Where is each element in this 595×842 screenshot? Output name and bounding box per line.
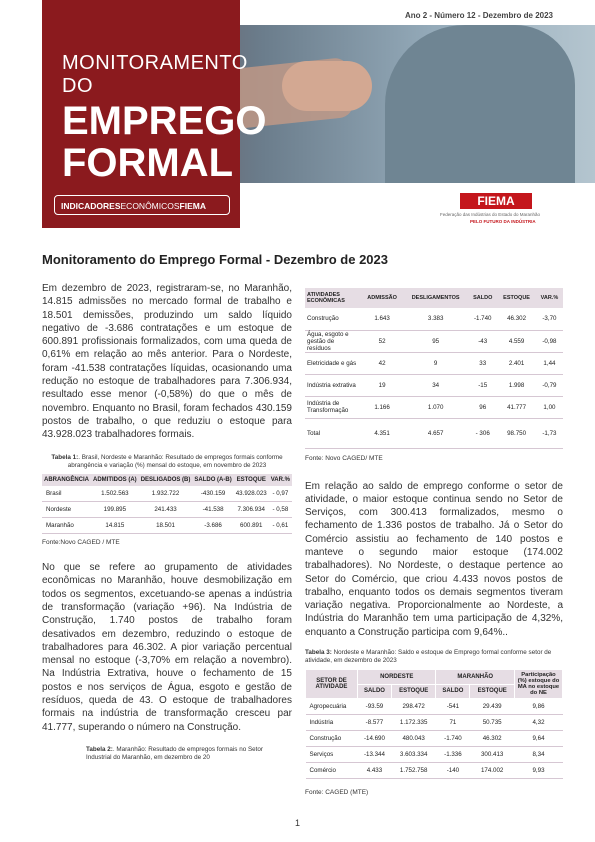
table-3-header-participacao: Participação (%) estoque do MA no estoque do NE	[515, 670, 563, 699]
table-row	[305, 374, 563, 396]
table-cell: -1.740	[468, 308, 497, 330]
table-cell: 8,34	[515, 747, 563, 763]
table-cell: -43	[468, 330, 497, 352]
table-cell: 1.166	[361, 396, 403, 418]
table-cell: Brasil	[42, 486, 91, 502]
table-cell: 33	[468, 352, 497, 374]
table-1-header: ABRANGÊNCIA	[42, 474, 91, 486]
table-cell: Serviços	[306, 747, 358, 763]
table-cell: 41.777	[497, 396, 536, 418]
table-cell: 1.643	[361, 308, 403, 330]
table-cell: -15	[468, 374, 497, 396]
table-cell: -3.686	[192, 518, 233, 534]
table-cell: Comércio	[306, 763, 358, 779]
table-cell: -140	[436, 763, 470, 779]
table-cell: -1.740	[436, 731, 470, 747]
table-cell: 46.302	[470, 731, 515, 747]
table-cell: -13.344	[358, 747, 392, 763]
table-cell: 241.433	[139, 502, 193, 518]
table-cell: 1.502.563	[91, 486, 139, 502]
table-row	[305, 396, 563, 418]
table-3-caption	[305, 649, 563, 665]
table-1-header: DESLIGADOS (B)	[139, 474, 193, 486]
table-cell: -1.336	[436, 747, 470, 763]
table-cell: 1.070	[403, 396, 468, 418]
table-cell: 9	[403, 352, 468, 374]
table-1	[42, 474, 292, 535]
table-cell: - 0,58	[269, 502, 292, 518]
table-cell: 600.891	[234, 518, 269, 534]
table-cell: 1.172.335	[391, 715, 436, 731]
table-3-header-saldo: SALDO	[436, 684, 470, 699]
table-cell: -41.538	[192, 502, 233, 518]
table-3-caption-text: Nordeste e Maranhão: Saldo e estoque de Emprego formal conforme setor de atividade, em dezembro de 2023	[305, 649, 552, 665]
economicos-word: ECONÔMICOS	[120, 201, 180, 211]
table-activities-header: DESLIGAMENTOS	[403, 288, 468, 308]
table-cell: Construção	[306, 731, 358, 747]
table-cell: Indústria de Transformação	[305, 396, 361, 418]
table-cell: 29.439	[470, 699, 515, 715]
table-cell: 19	[361, 374, 403, 396]
table-cell: 1,00	[536, 396, 563, 418]
table-1-header: VAR.%	[269, 474, 292, 486]
table-3-header-estoque: ESTOQUE	[391, 684, 436, 699]
table-2-caption-label: Tabela 2:	[86, 745, 113, 753]
table-cell: - 0,97	[269, 486, 292, 502]
table-cell: 42	[361, 352, 403, 374]
table-cell: 98.750	[497, 418, 536, 448]
table-cell: -8.577	[358, 715, 392, 731]
table-cell: -93.59	[358, 699, 392, 715]
table-cell: 4.559	[497, 330, 536, 352]
fiema-logo	[440, 193, 560, 224]
table-cell: -1,73	[536, 418, 563, 448]
table-activities-header: ADMISSÃO	[361, 288, 403, 308]
table-cell: -0,79	[536, 374, 563, 396]
fiema-word: FIEMA	[179, 201, 206, 211]
table-3-header-maranhao: MARANHÃO	[436, 670, 515, 685]
table-cell: 4.657	[403, 418, 468, 448]
table-cell: Total	[305, 418, 361, 448]
paragraph-3: Em relação ao saldo de emprego conforme o setor de atividade, o maior estoque continua sendo no Setor de Serviços, com 300.413 formalizados, mesmo o fechamento de 1.336 postos de trabalho. Já o Setor do Comércio assistiu ao fechamento de 140 postos e manteve o segundo maior estoque (174.002 trabalhadores). No Nordeste, o destaque pertence ao Setor do Comércio, que criou 4.433 novos postos de trabalho, enquanto todos os demais segmentos tiveram variação negativa. Proporcionalmente ao Nordeste, a Indústria do Maranhão tem uma participação de 4,32%, enquanto a Construção participa com 9,64%..	[305, 480, 563, 638]
table-cell: 4.433	[358, 763, 392, 779]
table-3-header-nordeste: NORDESTE	[358, 670, 436, 685]
table-row	[305, 352, 563, 374]
table-cell: 9,93	[515, 763, 563, 779]
paragraph-1: Em dezembro de 2023, registraram-se, no Maranhão, 14.815 admissões no mercado formal de trabalho e 18.501 demissões, produzindo um saldo líquido negativo de -3.686 contratações e um estoque de 600.891 profissionais formalizados, com uma queda de 0,61% em relação ao mês anterior. Para o Nordeste, foram -41.538 contratações líquidas, ocasionando uma redução no estoque de trabalhadores para 7.306.934, resultado esse menor (-0,58%) do que o mês de novembro. Enquanto no Brasil, foram fechados 430.159 postos de trabalho, o que reduziu o estoque para 43.928.023 trabalhadores formais.	[42, 283, 292, 441]
title-block	[42, 0, 267, 228]
table-row	[306, 747, 563, 763]
indicators-word: INDICADORES	[61, 201, 121, 211]
table-1-caption	[42, 454, 292, 470]
table-1-header: ESTOQUE	[234, 474, 269, 486]
table-cell: 1.752.758	[391, 763, 436, 779]
issue-line: Ano 2 - Número 12 - Dezembro de 2023	[404, 11, 553, 20]
table-cell: 1.998	[497, 374, 536, 396]
table-cell: -0,98	[536, 330, 563, 352]
table-row	[306, 699, 563, 715]
table-cell: 480.043	[391, 731, 436, 747]
table-cell: 9,64	[515, 731, 563, 747]
table-1-caption-text: . Brasil, Nordeste e Maranhão: Resultado de empregos formais conforme abrangência e variação (%) mensal do estoque, em novembro de 2023	[67, 453, 283, 469]
table-row	[306, 731, 563, 747]
table-cell: - 0,61	[269, 518, 292, 534]
table-3-group-row	[306, 670, 563, 685]
fiema-logo-tagline: PELO FUTURO DA INDÚSTRIA	[470, 219, 536, 224]
table-activities-header-row	[305, 288, 563, 308]
table-cell: 4,32	[515, 715, 563, 731]
table-activities	[305, 288, 563, 449]
table-cell: 50.735	[470, 715, 515, 731]
table-cell: 298.472	[391, 699, 436, 715]
table-3-header-estoque: ESTOQUE	[470, 684, 515, 699]
table-1-caption-label: Tabela 1:	[51, 453, 79, 461]
table-cell: 4.351	[361, 418, 403, 448]
table-cell: 9,86	[515, 699, 563, 715]
table-activities-header: ATIVIDADES ECONÔMICAS	[305, 288, 361, 308]
left-column	[42, 282, 292, 762]
table-cell: -3,70	[536, 308, 563, 330]
indicators-badge	[54, 195, 230, 215]
paragraph-2: No que se refere ao grupamento de atividades econômicas no Maranhão, houve desmobilização em todos os segmentos, excetuando-se apenas a indústria de transformação (variação +96). Na Indústria de Construção, 1.740 postos de trabalho foram desativados em dezembro, reduzindo o estoque de trabalhadores para 46.302. A pior variação percentual mensal no estoque (-3,70% em relação a novembro). Na Indústria Extrativa, houve o fechamento de 15 postos e nos serviços de Água, esgoto e gestão de resíduos, queda de 43. O estoque de trabalhadores formais na indústria de transformação cresceu par 41.777, superando o número na Construção.	[42, 562, 292, 733]
table-cell: 1,44	[536, 352, 563, 374]
table-cell: -541	[436, 699, 470, 715]
table-1-header: SALDO (A-B)	[192, 474, 233, 486]
table-2-caption	[42, 746, 292, 762]
table-cell: 34	[403, 374, 468, 396]
table-activities-source: Fonte: Novo CAGED/ MTE	[305, 454, 383, 462]
table-cell: 3.383	[403, 308, 468, 330]
table-cell: 46.302	[497, 308, 536, 330]
table-cell: 95	[403, 330, 468, 352]
table-cell: 300.413	[470, 747, 515, 763]
table-2-caption-text: . Maranhão: Resultado de empregos formais no Setor Industrial do Maranhão, em dezembro de 20	[86, 745, 264, 761]
table-activities-header: VAR.%	[536, 288, 563, 308]
table-cell: - 306	[468, 418, 497, 448]
table-3-caption-label: Tabela 3:	[305, 649, 332, 657]
table-row	[306, 763, 563, 779]
table-row	[42, 502, 292, 518]
table-cell: 52	[361, 330, 403, 352]
table-cell: Agropecuária	[306, 699, 358, 715]
table-activities-header: ESTOQUE	[497, 288, 536, 308]
table-cell: 18.501	[139, 518, 193, 534]
table-row-total	[305, 418, 563, 448]
table-cell: Maranhão	[42, 518, 91, 534]
table-cell: 71	[436, 715, 470, 731]
table-row	[305, 308, 563, 330]
table-cell: -14.690	[358, 731, 392, 747]
page-number: 1	[294, 818, 300, 828]
table-activities-header: SALDO	[468, 288, 497, 308]
fiema-logo-mark: FIEMA	[460, 193, 532, 209]
table-cell: 3.603.334	[391, 747, 436, 763]
table-cell: Indústria extrativa	[305, 374, 361, 396]
table-cell: 14.815	[91, 518, 139, 534]
table-cell: 2.401	[497, 352, 536, 374]
table-3	[305, 669, 563, 779]
table-3-header-setor: SETOR DE ATIVIDADE	[306, 670, 358, 699]
table-cell: Indústria	[306, 715, 358, 731]
table-row	[42, 486, 292, 502]
table-1-header-row	[42, 474, 292, 486]
right-column	[305, 288, 563, 796]
title-line-1: MONITORAMENTO DO	[62, 52, 248, 97]
page-title: Monitoramento do Emprego Formal - Dezembro de 2023	[42, 252, 388, 267]
table-cell: Água, esgoto e gestão de resíduos	[305, 330, 361, 352]
fiema-logo-subtitle: Federação das Indústrias do Estado do Maranhão	[440, 212, 541, 217]
table-cell: Nordeste	[42, 502, 91, 518]
table-row	[305, 330, 563, 352]
table-row	[42, 518, 292, 534]
table-1-source: Fonte:Novo CAGED / MTE	[42, 539, 120, 547]
table-cell: Eletricidade e gás	[305, 352, 361, 374]
title-line-2: EMPREGO	[62, 99, 267, 143]
table-cell: 96	[468, 396, 497, 418]
title-line-3: FORMAL	[62, 141, 234, 185]
table-cell: 199.895	[91, 502, 139, 518]
table-1-header: ADMITIDOS (A)	[91, 474, 139, 486]
table-cell: 43.928.023	[234, 486, 269, 502]
table-cell: -430.159	[192, 486, 233, 502]
table-3-header-saldo: SALDO	[358, 684, 392, 699]
table-cell: 174.002	[470, 763, 515, 779]
table-cell: 7.306.934	[234, 502, 269, 518]
table-cell: Construção	[305, 308, 361, 330]
table-row	[306, 715, 563, 731]
table-3-source: Fonte: CAGED (MTE)	[305, 789, 369, 797]
table-cell: 1.932.722	[139, 486, 193, 502]
